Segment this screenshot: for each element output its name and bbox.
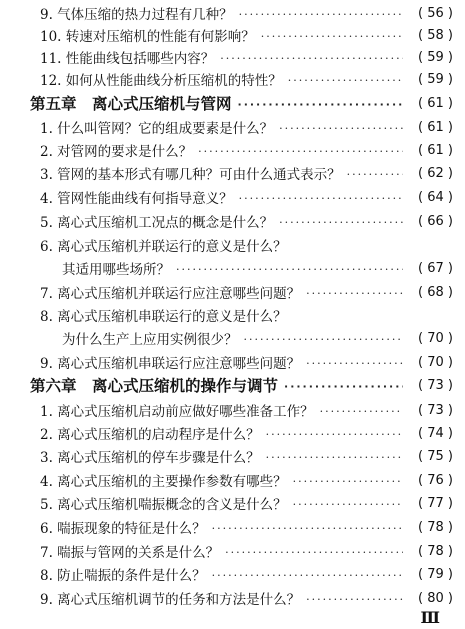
dot-leader bbox=[176, 263, 403, 276]
toc-entry-title: 12. 如何从性能曲线分析压缩机的特性？ bbox=[40, 73, 282, 89]
toc-entry-page: ( 67 ) bbox=[418, 260, 453, 276]
toc-entry-page: ( 77 ) bbox=[418, 495, 453, 511]
dot-leader bbox=[306, 357, 403, 370]
toc-entry-page: ( 62 ) bbox=[418, 165, 453, 181]
toc-entry-page: ( 80 ) bbox=[418, 590, 453, 606]
toc-entry-page: ( 66 ) bbox=[418, 213, 453, 229]
toc-entry-title: 5. 离心式压缩机喘振概念的含义是什么？ bbox=[40, 497, 287, 513]
toc-entry-title: 3. 管网的基本形式有哪几种？可由什么通式表示？ bbox=[40, 167, 341, 183]
toc-entry-title: 9. 气体压缩的热力过程有几种？ bbox=[40, 7, 233, 23]
dot-leader bbox=[244, 333, 404, 346]
toc-entry-title: 7. 喘振与管网的关系是什么？ bbox=[40, 545, 220, 561]
toc-entry-title: 8. 离心式压缩机串联运行的意义是什么？ bbox=[40, 309, 287, 325]
toc-entry-page: ( 56 ) bbox=[418, 5, 453, 21]
toc-entry-page: ( 59 ) bbox=[418, 49, 453, 65]
toc-entry-page: ( 70 ) bbox=[418, 330, 453, 346]
toc-entry bbox=[0, 116, 465, 138]
toc-entry-page: ( 76 ) bbox=[418, 472, 453, 488]
toc-entry-page: ( 61 ) bbox=[418, 142, 453, 158]
toc-entry-title: 1. 离心式压缩机启动前应做好哪些准备工作？ bbox=[40, 404, 314, 420]
toc-entry bbox=[0, 327, 465, 349]
toc-entry-page: ( 59 ) bbox=[418, 71, 453, 87]
dot-leader bbox=[266, 451, 403, 464]
toc-entry bbox=[0, 281, 465, 303]
dot-leader bbox=[293, 475, 403, 488]
toc-entry bbox=[0, 139, 465, 161]
toc-entry-title: 5. 离心式压缩机工况点的概念是什么？ bbox=[40, 215, 274, 231]
dot-leader bbox=[225, 546, 403, 559]
toc-entry bbox=[0, 399, 465, 421]
toc-entry-page: ( 68 ) bbox=[418, 284, 453, 300]
toc-entry-title: 8. 防止喘振的条件是什么？ bbox=[40, 568, 206, 584]
toc-entry bbox=[0, 445, 465, 467]
dot-leader bbox=[347, 168, 403, 181]
toc-entry-title: 10. 转速对压缩机的性能有何影响？ bbox=[40, 29, 255, 45]
toc-chapter-title: 第六章 离心式压缩机的操作与调节 bbox=[30, 377, 279, 395]
dot-leader bbox=[220, 52, 403, 65]
dot-leader bbox=[284, 380, 403, 393]
dot-leader bbox=[320, 405, 403, 418]
toc-entry-continuation: 为什么生产上应用实例很少？ bbox=[62, 332, 238, 348]
dot-leader bbox=[212, 522, 403, 535]
toc-entry-page: ( 70 ) bbox=[418, 354, 453, 370]
toc-entry-page: ( 78 ) bbox=[418, 543, 453, 559]
dot-leader bbox=[239, 192, 403, 205]
toc-entry bbox=[0, 162, 465, 184]
toc-entry bbox=[0, 563, 465, 585]
toc-chapter-title: 第五章 离心式压缩机与管网 bbox=[30, 95, 232, 113]
toc-entry bbox=[0, 257, 465, 279]
toc-entry bbox=[0, 46, 465, 68]
toc-entry bbox=[0, 469, 465, 491]
toc-entry-page: ( 58 ) bbox=[418, 27, 453, 43]
toc-chapter-heading bbox=[0, 374, 465, 396]
toc-entry bbox=[0, 24, 465, 46]
toc-entry-title: 2. 离心式压缩机的启动程序是什么？ bbox=[40, 427, 260, 443]
dot-leader bbox=[306, 287, 403, 300]
toc-entry-title: 7. 离心式压缩机并联运行应注意哪些问题？ bbox=[40, 286, 301, 302]
dot-leader bbox=[198, 145, 403, 158]
dot-leader bbox=[279, 122, 403, 135]
dot-leader bbox=[306, 593, 403, 606]
toc-entry-title: 2. 对管网的要求是什么？ bbox=[40, 144, 193, 160]
toc-entry bbox=[0, 186, 465, 208]
toc-entry-page: ( 79 ) bbox=[418, 566, 453, 582]
toc-entry-page: ( 74 ) bbox=[418, 425, 453, 441]
toc-entry bbox=[0, 492, 465, 514]
toc-entry bbox=[0, 68, 465, 90]
toc-entry-page: ( 73 ) bbox=[418, 402, 453, 418]
dot-leader bbox=[293, 498, 403, 511]
toc-entry bbox=[0, 516, 465, 538]
toc-entry-title: 3. 离心式压缩机的停车步骤是什么？ bbox=[40, 450, 260, 466]
toc-entry bbox=[0, 587, 465, 609]
dot-leader bbox=[239, 8, 403, 21]
toc-entry-title: 4. 管网性能曲线有何指导意义？ bbox=[40, 191, 233, 207]
toc-entry bbox=[0, 2, 465, 24]
toc-entry-page: ( 64 ) bbox=[418, 189, 453, 205]
toc-entry-title: 1. 什么叫管网？它的组成要素是什么？ bbox=[40, 121, 274, 137]
dot-leader bbox=[261, 30, 403, 43]
dot-leader bbox=[212, 569, 403, 582]
toc-entry bbox=[0, 210, 465, 232]
toc-entry-continuation: 其适用哪些场所？ bbox=[62, 262, 170, 278]
toc-entry-page: ( 61 ) bbox=[418, 119, 453, 135]
toc-entry-title: 4. 离心式压缩机的主要操作参数有哪些？ bbox=[40, 474, 287, 490]
dot-leader bbox=[238, 98, 403, 111]
toc-entry-title: 6. 离心式压缩机并联运行的意义是什么？ bbox=[40, 239, 287, 255]
toc-entry bbox=[0, 540, 465, 562]
toc-entry-page: ( 78 ) bbox=[418, 519, 453, 535]
dot-leader bbox=[266, 428, 403, 441]
dot-leader bbox=[279, 216, 403, 229]
toc-chapter-heading bbox=[0, 92, 465, 114]
page-number-roman: Ⅲ bbox=[420, 608, 439, 627]
toc-entry-title: 11. 性能曲线包括哪些内容？ bbox=[40, 51, 215, 67]
toc-entry-page: ( 61 ) bbox=[418, 95, 453, 111]
toc-entry-title: 9. 离心式压缩机串联运行应注意哪些问题？ bbox=[40, 356, 301, 372]
toc-entry-page: ( 75 ) bbox=[418, 448, 453, 464]
toc-entry-title: 6. 喘振现象的特征是什么？ bbox=[40, 521, 206, 537]
toc-entry-title: 9. 离心式压缩机调节的任务和方法是什么？ bbox=[40, 592, 301, 608]
toc-entry bbox=[0, 422, 465, 444]
toc-entry-page: ( 73 ) bbox=[418, 377, 453, 393]
dot-leader bbox=[288, 74, 403, 87]
toc-entry bbox=[0, 351, 465, 373]
